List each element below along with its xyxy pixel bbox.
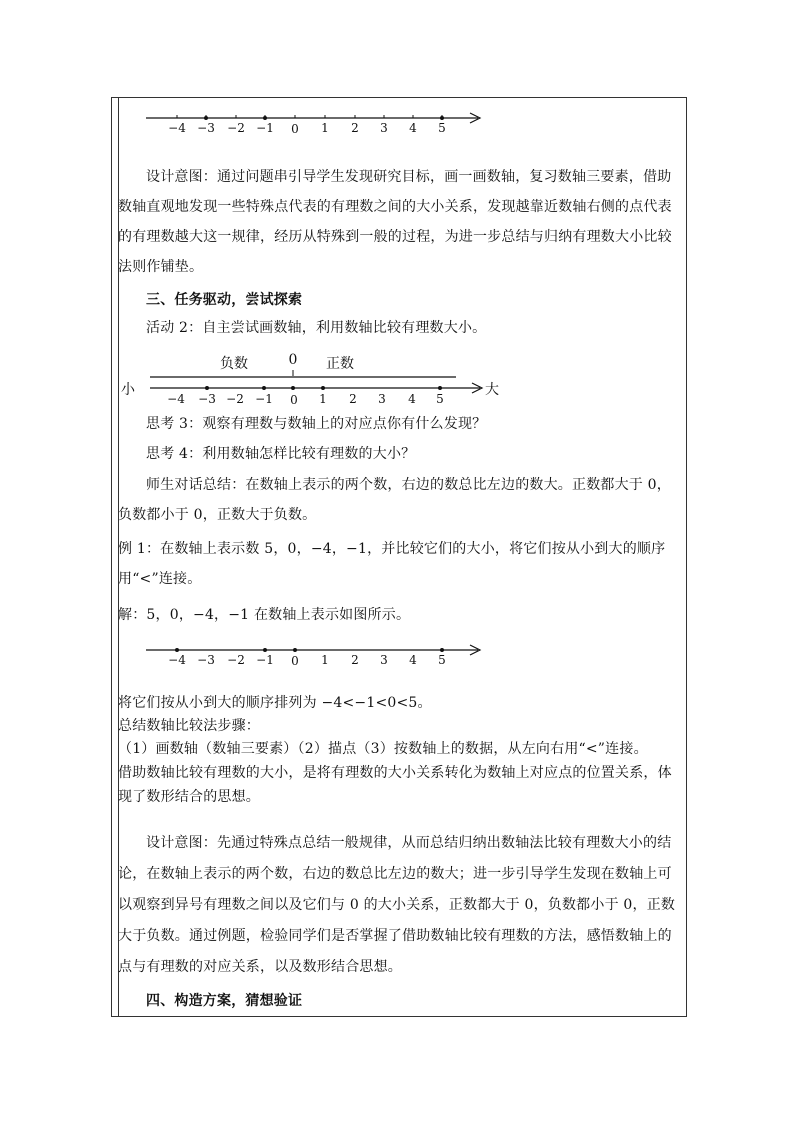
tick-label: 3	[380, 653, 388, 667]
design-intent-2: 设计意图：先通过特殊点总结一般规律，从而总结归纳出数轴法比较有理数大小的结论，在数轴上表示的两个数，右边的数总比左边的数大；进一步引导学生发现在数轴上可以观察到异号有理数之间以及它们与 0 的大小关系，正数都大于 0，负数都小于 0，正数大于负数。通过例题，检验同学们是否掌握了借助数轴比较有理数的方法，感悟数轴上的点与有理数的对应关系，以及数形结合思想。	[118, 835, 676, 975]
caption-zero: 0	[288, 352, 298, 368]
tick-label: −4	[168, 653, 186, 667]
example-1: 例 1：在数轴上表示数 5，0，−4，−1，并比较它们的大小，将它们按从小到大的顺序用“<”连接。	[118, 541, 666, 587]
tick-label: 0	[291, 122, 299, 136]
point-dot	[263, 116, 267, 120]
point-dot	[263, 648, 267, 652]
point-dot	[204, 116, 208, 120]
number-line-1	[140, 108, 490, 138]
tick-label: 5	[438, 653, 446, 667]
tick-label: −1	[256, 653, 274, 667]
tick-label: 4	[408, 392, 416, 406]
number-line-3	[140, 640, 490, 670]
tick-label: 0	[290, 393, 298, 407]
tick-label: −4	[167, 392, 185, 406]
point-dot	[262, 386, 266, 390]
tick-label: 4	[409, 653, 417, 667]
tick-label: −2	[227, 653, 245, 667]
design-intent-2-block	[118, 828, 676, 983]
tick-label: 2	[351, 121, 359, 135]
thinking-block	[118, 410, 676, 630]
caption-small: 小	[121, 382, 135, 398]
point-dot	[175, 648, 179, 652]
think-3: 思考 3：观察有理数与数轴上的对应点你有什么发现？	[146, 416, 487, 432]
point-dot	[438, 386, 442, 390]
steps-title: 总结数轴比较法步骤：	[118, 718, 260, 734]
tick-label: 5	[438, 121, 446, 135]
tick-label: 3	[378, 392, 386, 406]
section-4-block	[118, 988, 676, 1014]
dialogue-summary: 师生对话总结：在数轴上表示的两个数，右边的数总比左边的数大。正数都大于 0，负数都小于 0，正数大于负数。	[118, 477, 671, 523]
tick-label: −1	[256, 121, 274, 135]
tick-label: 3	[380, 121, 388, 135]
point-dot	[205, 386, 209, 390]
number-line-2	[118, 348, 508, 408]
number-shape-idea: 借助数轴比较有理数的大小，是将有理数的大小关系转化为数轴上对应点的位置关系，体现了数形结合的思想。	[118, 765, 672, 805]
caption-negative: 负数	[220, 356, 248, 372]
point-dot	[291, 386, 295, 390]
tick-label: −2	[226, 392, 244, 406]
point-dot	[321, 386, 325, 390]
point-dot	[440, 648, 444, 652]
tick-label: −2	[227, 121, 245, 135]
summary-block	[118, 692, 676, 809]
steps: （1）画数轴（数轴三要素）（2）描点（3）按数轴上的数据，从左向右用“<”连接。	[118, 741, 648, 757]
tick-label: −4	[168, 121, 186, 135]
tick-label: −3	[197, 121, 215, 135]
tick-label: 2	[349, 392, 357, 406]
caption-positive: 正数	[326, 356, 354, 372]
section-3-heading: 三、任务驱动，尝试探索	[146, 292, 303, 308]
tick-label: 1	[321, 653, 329, 667]
think-4: 思考 4：利用数轴怎样比较有理数的大小？	[146, 446, 416, 462]
section-3-block	[118, 286, 676, 342]
ordering-result: 将它们按从小到大的顺序排列为 −4<−1<0<5。	[118, 695, 432, 711]
activity-2: 活动 2：自主尝试画数轴，利用数轴比较有理数大小。	[146, 320, 487, 336]
design-intent-1: 设计意图：通过问题串引导学生发现研究目标，画一画数轴，复习数轴三要素，借助数轴直观地发现一些特殊点代表的有理数之间的大小关系，发现越靠近数轴右侧的点代表的有理数越大这一规律，经历从特殊到一般的过程，为进一步总结与归纳有理数大小比较法则作铺垫。	[118, 169, 672, 275]
design-intent-1-block	[118, 162, 676, 282]
section-4-heading: 四、构造方案，猜想验证	[146, 993, 303, 1009]
tick-label: 4	[409, 121, 417, 135]
tick-label: −3	[197, 653, 215, 667]
tick-label: 2	[351, 653, 359, 667]
tick-label: 5	[436, 392, 444, 406]
tick-label: 1	[321, 121, 329, 135]
tick-label: −3	[198, 392, 216, 406]
tick-label: 0	[291, 654, 299, 668]
caption-large: 大	[485, 382, 499, 398]
tick-label: 1	[319, 392, 327, 406]
point-dot	[293, 648, 297, 652]
solution: 解：5，0，−4，−1 在数轴上表示如图所示。	[118, 607, 411, 623]
tick-label: −1	[255, 392, 273, 406]
point-dot	[440, 116, 444, 120]
